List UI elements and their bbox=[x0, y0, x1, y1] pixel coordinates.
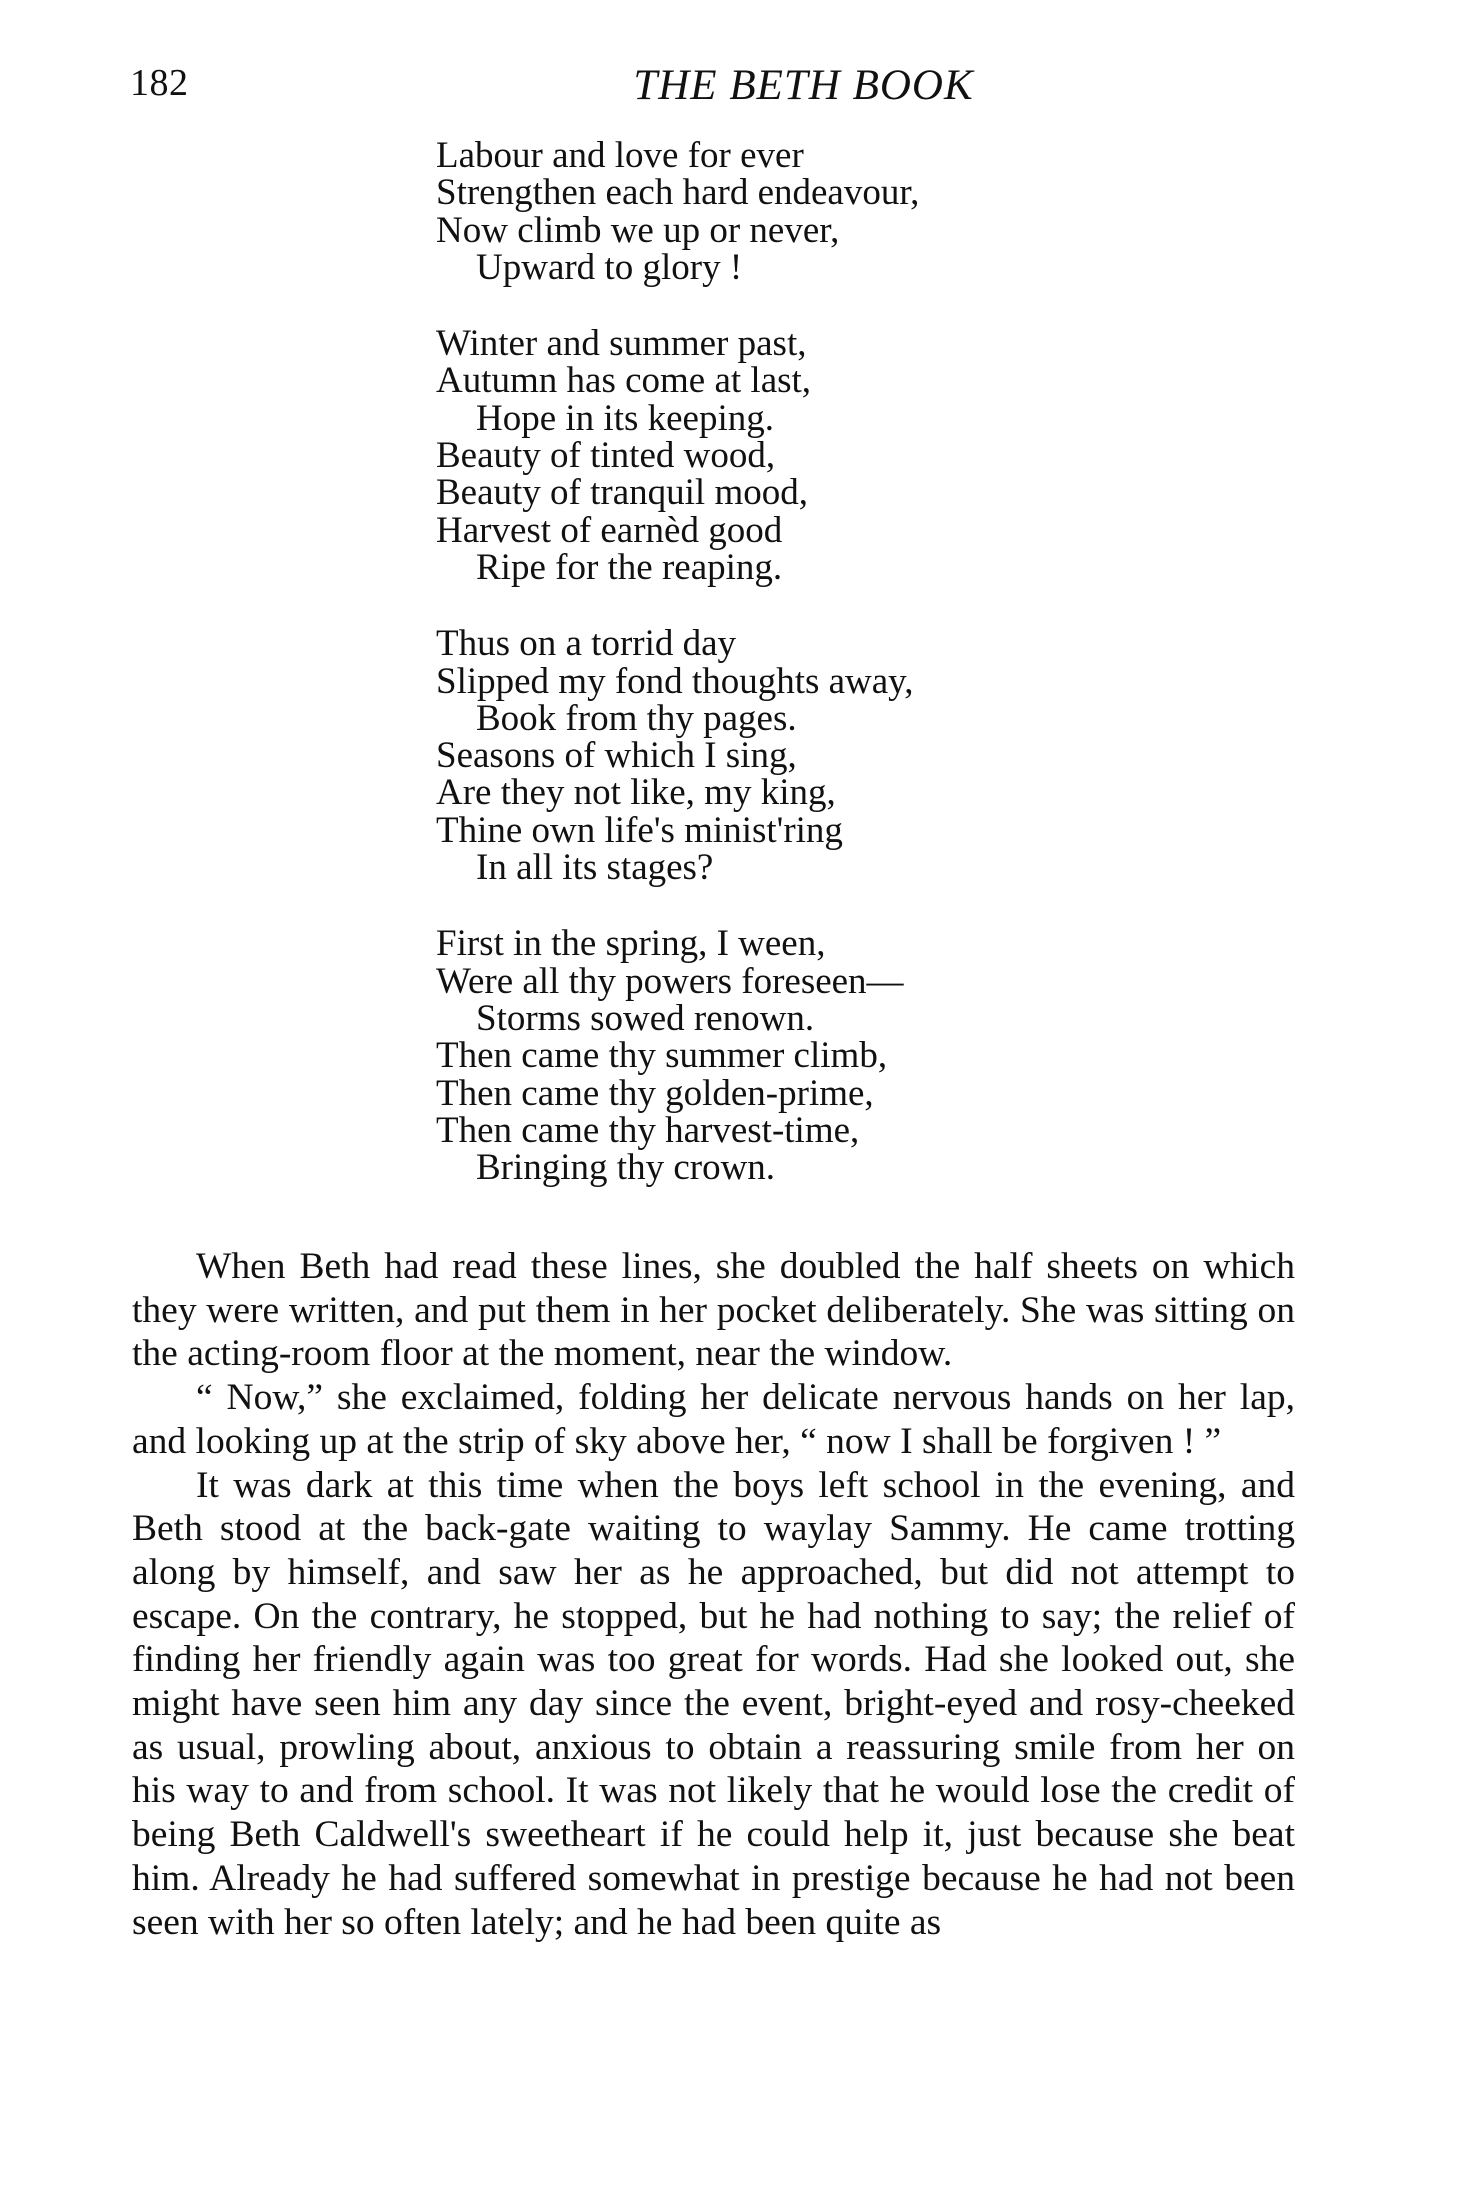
verse-line: Hope in its keeping. bbox=[476, 397, 775, 439]
verse-line: Bringing thy crown. bbox=[476, 1147, 776, 1189]
verse-line: Storms sowed renown. bbox=[476, 997, 815, 1039]
verse-line: First in the spring, I ween, bbox=[436, 923, 826, 965]
verse-line: Ripe for the reaping. bbox=[476, 546, 783, 588]
poem bbox=[436, 137, 1156, 1225]
running-title: THE BETH BOOK bbox=[633, 62, 974, 109]
verse-line: Winter and summer past, bbox=[436, 323, 807, 365]
verse-line: Now climb we up or never, bbox=[436, 209, 840, 251]
verse-line: Thine own life's minist'ring bbox=[436, 809, 843, 851]
verse-line: Beauty of tinted wood, bbox=[436, 435, 776, 477]
paragraph: It was dark at this time when the boys left school in the evening, and Beth stood at the back-gate waiting to waylay Sammy. He came trotting along by himself, and saw her as he approached, but did not attempt to escape. On the contrary, he stopped, but he had nothing to say; the relief of finding her friendly again was too great for words. Had she looked out, she might have seen him any day since the event, bright-eyed and rosy-cheeked as usual, prowling about, anxious to obtain a reassuring smile from her on his way to and from school. It was not likely that he would lose the credit of being Beth Caldwell's sweetheart if he could help it, just because she beat him. Already he had suffered somewhat in prestige because he had not been seen with her so often lately; and he had been quite as bbox=[132, 1464, 1295, 1943]
verse-line: Beauty of tranquil mood, bbox=[436, 472, 808, 514]
verse-line: Are they not like, my king, bbox=[436, 772, 836, 814]
verse-line: Thus on a torrid day bbox=[436, 623, 737, 665]
paragraph: “ Now,” she exclaimed, folding her delicate nervous hands on her lap, and looking up at the strip of sky above her, “ now I shall be forgiven ! ” bbox=[132, 1377, 1295, 1462]
verse-line: Strengthen each hard endeavour, bbox=[436, 172, 920, 214]
verse-line: Were all thy powers foreseen— bbox=[436, 960, 904, 1002]
verse-line: Labour and love for ever bbox=[436, 135, 804, 176]
verse-line: Harvest of earnèd good bbox=[436, 509, 783, 551]
verse-line: Then came thy golden-prime, bbox=[436, 1072, 874, 1114]
verse-line: Slipped my fond thoughts away, bbox=[436, 660, 914, 702]
stanza-1 bbox=[436, 137, 1156, 286]
page-number: 182 bbox=[130, 62, 189, 104]
stanza-3 bbox=[436, 623, 1156, 889]
verse-line: Book from thy pages. bbox=[476, 697, 797, 739]
verse-line: Autumn has come at last, bbox=[436, 360, 812, 402]
verse-line: Then came thy harvest-time, bbox=[436, 1109, 860, 1151]
stanza-4 bbox=[436, 923, 1156, 1189]
verse-line: Upward to glory ! bbox=[476, 246, 743, 288]
prose-body bbox=[132, 1245, 1295, 1944]
verse-line: Seasons of which I sing, bbox=[436, 735, 797, 777]
stanza-2 bbox=[436, 325, 1156, 586]
paragraph: When Beth had read these lines, she doubled the half sheets on which they were written, and put them in her pocket deliberately. She was sitting on the acting-room floor at the moment, near the window. bbox=[132, 1246, 1295, 1375]
verse-line: Then came thy summer climb, bbox=[436, 1035, 888, 1077]
verse-line: In all its stages? bbox=[476, 847, 714, 889]
